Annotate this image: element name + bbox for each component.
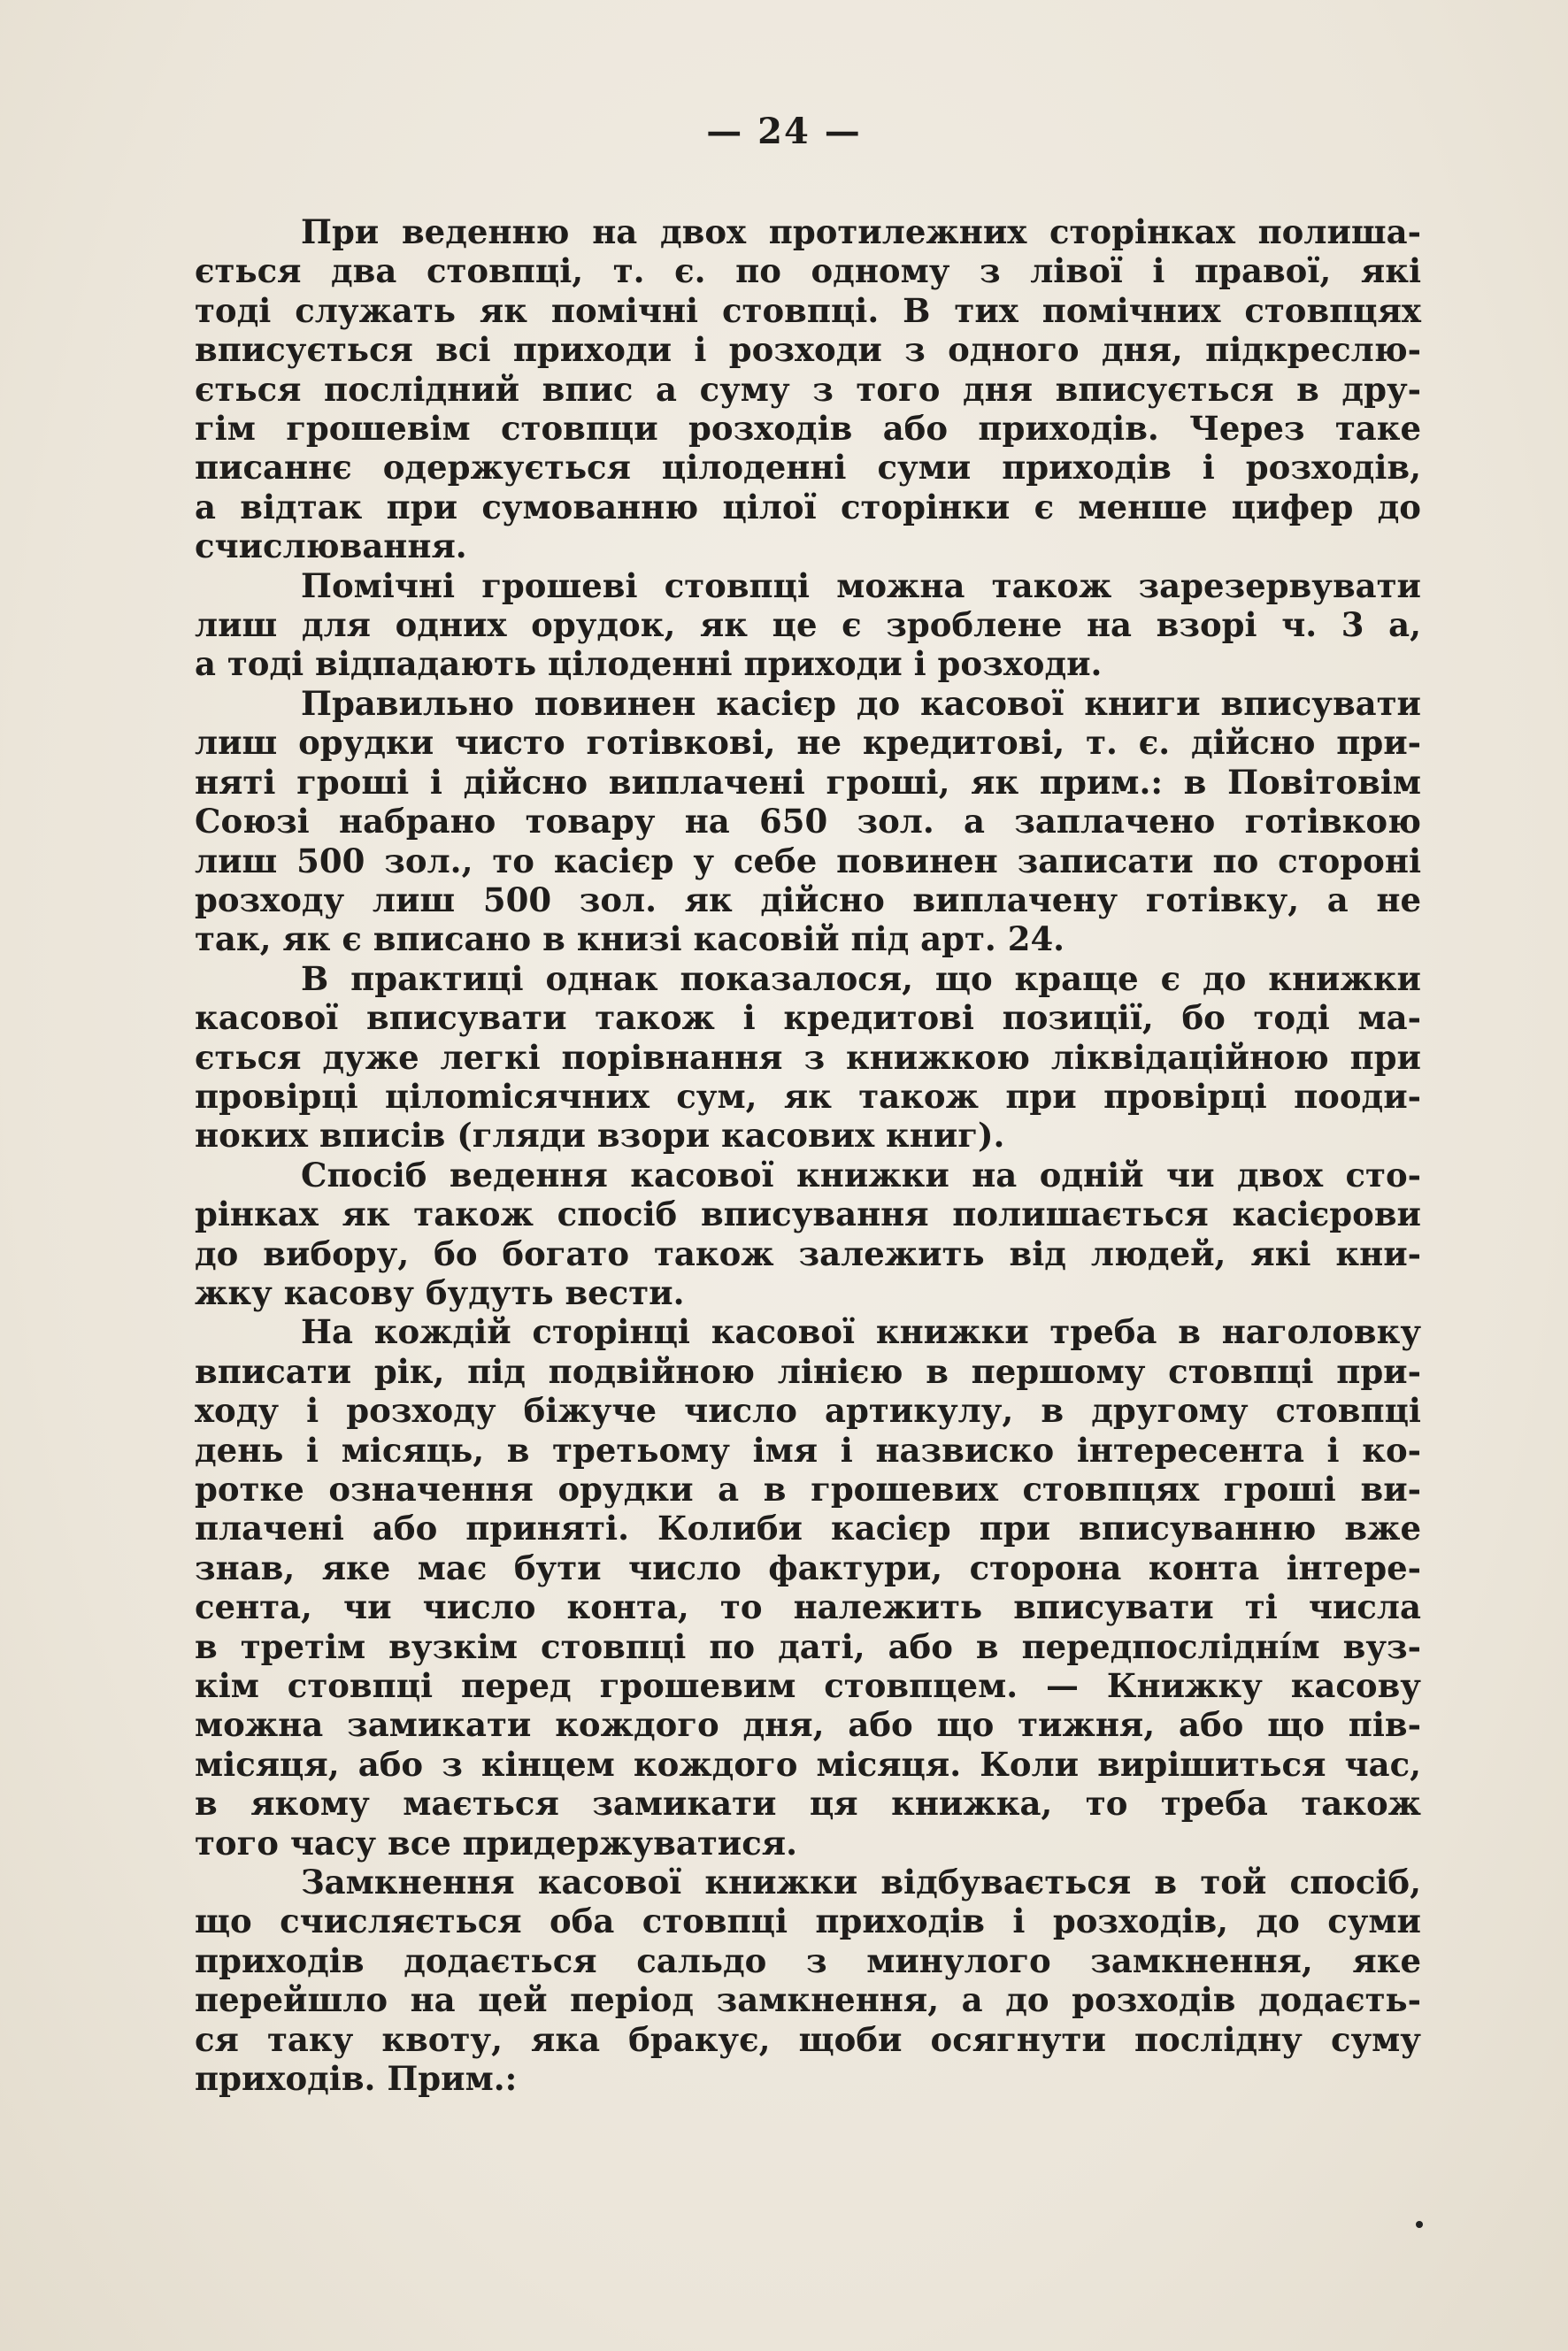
text-line: лиш орудки чисто готівкові, не кредитові, т. є. дійсно при- (195, 723, 1421, 763)
text-line: ється дуже легкі порівнання з книжкою ліквідаційною при (195, 1037, 1421, 1077)
paragraph-2 (195, 566, 1421, 684)
paragraph-5 (195, 1156, 1421, 1313)
text-line: ється послідний впис а суму з того дня вписується в дру- (195, 369, 1421, 409)
text-line: ся таку квоту, яка бракує, щоби осягнути послідну суму (195, 2019, 1421, 2059)
text-line: місяця, або з кінцем кождого місяця. Коли вирішиться час, (195, 1744, 1421, 1784)
text-line: знав, яке має бути число фактури, сторона конта інтере- (195, 1548, 1421, 1587)
text-line: няті гроші і дійсно виплачені гроші, як прим.: в Повітовім (195, 762, 1421, 802)
text-line: гім грошевім стовпци розходів або приходів. Через таке (195, 409, 1421, 449)
text-line: рінках як також спосіб вписування полишається касієрови (195, 1195, 1421, 1234)
text-line: ноких вписів (гляди взори касових книг). (195, 1116, 1005, 1156)
text-line: плачені або приняті. Колиби касієр при вписуванню вже (195, 1509, 1421, 1548)
page-number: — 24 — (706, 111, 862, 152)
text-line: жку касову будуть вести. (195, 1272, 685, 1312)
text-line: перейшло на цей період замкнення, а до розходів додаєть- (195, 1980, 1421, 2020)
text-line: день і місяць, в третьому імя і назвиско інтересента і ко- (195, 1430, 1421, 1470)
text-line: так, як є вписано в книзі касовій під арт. 24. (195, 919, 1065, 959)
text-line: счислювання. (195, 526, 467, 566)
text-line: тоді служать як помічні стовпці. В тих помічних стовпцях (195, 290, 1421, 330)
text-line: ється два стовпці, т. є. по одному з лівої і правої, які (195, 251, 1421, 291)
text-line: Союзі набрано товару на 650 зол. а заплачено готівкою (195, 802, 1421, 841)
text-line: можна замикати кождого дня, або що тижня, або що пів- (195, 1705, 1421, 1745)
text-line: Помічні грошеві стовпці можна також зарезервувати (301, 565, 1421, 605)
text-line: а тоді відпадають цілоденні приходи і розходи. (195, 644, 1103, 684)
text-line: лиш для одних орудок, як це є зроблене на взорі ч. 3 а, (195, 605, 1421, 645)
text-line: ходу і розходу біжуче число артикулу, в другому стовпці (195, 1391, 1421, 1431)
paragraph-7 (195, 1863, 1421, 2098)
text-line: Спосіб ведення касової книжки на одній чи двох сто- (301, 1155, 1421, 1195)
text-line: лиш 500 зол., то касієр у себе повинен записати по стороні (195, 841, 1421, 880)
text-line: При веденню на двох протилежних сторінках полиша- (301, 212, 1421, 251)
paragraph-3 (195, 684, 1421, 959)
text-line: ротке означення орудки а в грошевих стовпцях гроші ви- (195, 1470, 1421, 1509)
text-line: приходів додається сальдо з минулого замкнення, яке (195, 1940, 1421, 1980)
text-line: вписується всі приходи і розходи з одного дня, підкреслю- (195, 330, 1421, 370)
text-line: приходів. Прим.: (195, 2059, 518, 2099)
text-line: В практиці однак показалося, що краще є до книжки (301, 958, 1421, 998)
text-line: писаннє одержується цілоденні суми приходів і розходів, (195, 448, 1421, 488)
text-line: Правильно повинен касієр до касової книги вписувати (301, 683, 1421, 723)
text-line: в якому мається замикати ця книжка, то треба також (195, 1784, 1421, 1824)
text-line: вписати рік, під подвійною лінією в першому стовпці при- (195, 1351, 1421, 1391)
text-line: що счисляється оба стовпці приходів і розходів, до суми (195, 1902, 1421, 1941)
text-line: Замкнення касової книжки відбувається в той спосіб, (301, 1863, 1421, 1902)
text-line: в третім вузкім стовпці по даті, або в передпослідні́м вуз- (195, 1626, 1421, 1666)
paragraph-6 (195, 1312, 1421, 1863)
text-line: до вибору, бо богато також залежить від людей, які кни- (195, 1233, 1421, 1273)
text-line: провірці цілomісячних сум, як також при провірці поoди- (195, 1076, 1421, 1116)
text-line: На кождій сторінці касової книжки треба в наголовку (301, 1312, 1421, 1352)
body-text (195, 212, 1421, 2099)
text-line: кім стовпці перед грошевим стовпцем. — Книжку касову (195, 1666, 1421, 1706)
text-line: сента, чи число конта, то належить вписувати ті числа (195, 1587, 1421, 1627)
ink-speck (1416, 2221, 1423, 2228)
text-line: розходу лиш 500 зол. як дійсно виплачену готівку, а не (195, 880, 1421, 919)
paragraph-4 (195, 959, 1421, 1156)
paragraph-1 (195, 212, 1421, 566)
text-line: а відтак при сумованню цілої сторінки є менше цифер до (195, 487, 1421, 526)
text-line: касової вписувати також і кредитові позиції, бо тоді ма- (195, 998, 1421, 1038)
text-line: того часу все придержуватися. (195, 1823, 797, 1863)
